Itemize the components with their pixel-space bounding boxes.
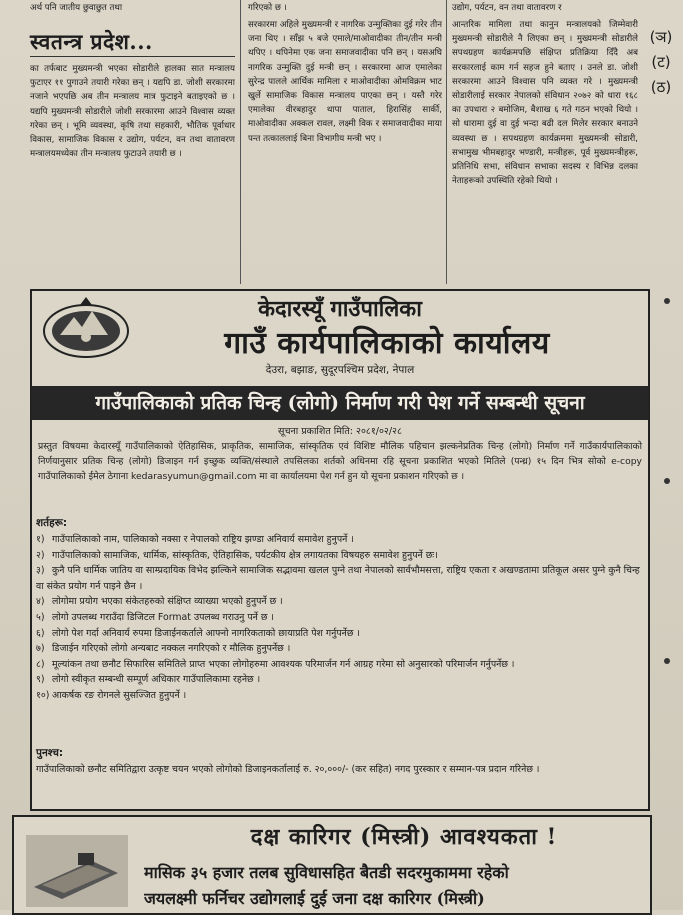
mid-column-text: सरकारमा अहिले मुख्यमन्त्री र नागरिक उन्मुक्तिका दुई गरेर तीन जना थिए । साँझ ५ बजे एमाले/माओवादीका तीन/तीन मन्त्री थपिए । थपिनेमा एक जना समाजवादीका पनि छन् । यसअघि नागरिक उन्मुक्ति दुई मन्त्री छन् । सरकारमा आज एमालेका सुरेन्द्र पालले आर्थिक मामिला र माओवादीका ओमविक्रम भाट खुर्ले सामाजिक विकास मन्त्रालय पाएका छन् । यस्तै गरेर एमालेका वीरबहादुर थापा पाताल, हिरासिंह सार्की, माओवादीका अक्कल रावल, लक्ष्मी विक र समाजवादीका माया पन्त तत्काललाई बिना विभागीय मन्त्री भए । [248,20,442,144]
term-number: ३) [36,565,45,577]
left-column-topline: अर्थ पनि जातीय छुवाछुत तथा [30,3,123,13]
list-item [36,641,642,657]
term-text: लोगो उपलब्ध गराउँदा डिजिटल Format उपलब्ध गराउनु पर्ने छ । [52,611,274,623]
right-column-topline: उद्योग, पर्यटन, वन तथा वातावरण र [452,3,562,13]
left-column-body [30,62,235,284]
terms-heading: शर्तहरू: [36,517,68,529]
list-item [36,657,642,673]
term-number: ९) [36,674,45,686]
column-divider [446,0,447,284]
term-number: ७) [36,643,45,655]
bullet-dot [664,298,670,304]
postscript-text: गाउँपालिकाको छनौट समितिद्वारा उत्कृष्ट चयन भएको लोगोको डिजाइनकर्तालाई रु. २०,०००/- (कर सहित) नगद पुरस्कार र सम्मान-पत्र प्रदान गरिनेछ । [36,764,540,775]
margin-label: (ट) [651,53,671,71]
ad-title: दक्ष कारिगर (मिस्त्री) आवश्यकता ! [250,824,558,850]
bullet-dot [664,658,670,664]
office-name: गाउँ कार्यपालिकाको कार्यालय [224,326,550,361]
list-item [36,672,642,688]
term-number: ८) [36,658,45,670]
term-number: १) [36,534,45,545]
public-notice [30,289,650,811]
list-item [36,610,642,626]
list-item [36,532,642,548]
margin-labels [646,25,676,100]
bullet-dot [664,478,670,484]
list-item [36,626,642,642]
terms-list [36,532,642,704]
publication-date: सूचना प्रकाशित मिति: २०८१/०२/२८ [278,426,402,437]
mid-column-body [248,18,442,284]
term-text: लोगो पेश गर्दा अनिवार्य रुपमा डिजाईनकर्ताले आफ्नो नागरिकताको छायाप्रति पेश गर्नुपर्नेछ । [52,627,360,639]
office-address: देउरा, बझाङ, सुदूरपश्चिम प्रदेश, नेपाल [265,364,415,376]
term-number: २) [36,549,45,561]
right-column-text: आन्तरिक मामिला तथा कानुन मन्त्रालयको जिम्मेवारी मुख्यमन्त्री सोडारीले नै लिएका छन् । मुख्यमन्त्री सोडारीले सपथग्रहण कार्यक्रमपछि संक्षिप्त प्रतिक्रिया दिँदै अब सरकारलाई काम गर्न सहज हुने बताए । उनले डा. जोशी सरकारमा आउने विश्वास पनि व्यक्त गरे । मुख्यमन्त्री सोडारीलाई सरकार नेपालको संविधान २०७२ को धारा १६८ का उपधारा २ बमोजिम, बैशाख ६ गते गठन भएको थियो । सो धारामा दुई वा दुई भन्दा बढी दल मिलेर सरकार बनाउने व्यवस्था छ । सपथग्रहण कार्यक्रममा मुख्यमन्त्री सोडारी, सभामुख भीमबहादुर भण्डारी, मन्त्रीहरू, पूर्व मुख्यमन्त्रीहरू, प्रतिनिधि सभा, संविधान सभाका सदस्य र विभिन्न दलका नेताहरूको उपस्थिति रहेको थियो । [452,20,638,187]
term-text: डिजाईन गरिएको लोगो अन्यबाट नक्कल नगरिएको र मौलिक हुनुपर्नेछ । [52,643,291,655]
notice-body: प्रस्तुत विषयमा केदारस्यूँ गाउँपालिकाको ऐतिहासिक, प्राकृतिक, सामाजिक, सांस्कृतिक एवं विशिष्ट मौलिक पहिचान झल्कनेप्रतिक चिन्ह (लोगो) निर्माण गर्ने गाउँकार्यपालिकाको निर्णयानुसार प्रतिक चिन्ह (लोगो) डिजाइन गर्न इच्छुक व्यक्ति/संस्थाले तपसिलका शर्तको अधिनमा रहि सूचना प्रकाशित भएको मितिले (पन्ध्र) १५ दिन भित्र सोको e-copy गाउँपालिकाको ईमेल ठेगाना kedarasyumun@gmail.com मा वा कार्यालयमा पेश गर्न हुन यो सूचना प्रकाशन गरिएको छ । [38,441,642,482]
column-divider [240,0,241,284]
term-number: ५) [36,611,45,623]
mid-column-topline: गरिएको छ । [248,3,287,13]
news-headline: स्वतन्त्र प्रदेश... [30,28,235,57]
ad-line-2: जयलक्ष्मी फर्निचर उद्योगलाई दुई जना दक्ष कारिगर (मिस्त्री) [144,889,485,908]
term-text: लोगोमा प्रयोग भएका संकेतहरुको संक्षिप्त व्याख्या भएको हुनुपर्ने छ । [52,596,283,608]
notice-title-banner: गाउँपालिकाको प्रतिक चिन्ह (लोगो) निर्माण गरी पेश गर्ने सम्बन्धी सूचना [32,386,648,420]
postscript-heading: पुनश्च: [36,747,64,759]
org-name: केदारस्यूँ गाउँपालिका [258,296,422,322]
left-column-text: का तर्फबाट मुख्यमन्त्री भएका सोडारीले हालका सात मन्त्रालय फुटाएर ११ पुगाउने तयारी गरेका छन् । यद्यपि डा. जोशी सरकारमा नजाने भएपछि अब तीन मन्त्रालय मात्र फुटाइने बताइएको छ । यद्यपि मुख्यमन्त्री सोडारीले जोशी सरकारमा आउने विश्वास व्यक्त गरेका छन् । भूमि व्यवस्था, कृषि तथा सहकारी, भौतिक पूर्वाधार विकास, सामाजिक विकास र उद्योग, पर्यटन, वन तथा वातावरण मन्त्रालयमध्येका तीन मन्त्रालय फुटाउने तयारी छ । [30,64,235,160]
term-number: १०) [36,689,50,701]
list-item [36,548,642,564]
list-item [36,594,642,610]
list-item [36,688,642,704]
list-item [36,563,642,594]
term-text: लोगो स्वीकृत सम्बन्धी सम्पूर्ण अधिकार गाउँपालिकामा रहनेछ । [52,674,261,686]
term-number: ४) [36,596,45,608]
term-text: गाउँपालिकाको सामाजिक, धार्मिक, सांस्कृतिक, ऐतिहासिक, पर्यटकीय क्षेत्र लगायतका विषयहरु समावेश हुनुपर्ने छः। [52,549,438,561]
term-text: गाउँपालिकाको नाम, पालिकाको नक्सा र नेपालको राष्ट्रिय झण्डा अनिवार्य समावेश हुनुपर्ने । [52,534,354,545]
term-text: आकर्षक रङ रोगनले सुसज्जित हुनुपर्ने । [52,689,187,701]
term-text: मूल्यांकन तथा छनौट सिफारिस समितिले प्राप्त भएका लोगोहरुमा आवश्यक परिमार्जन गर्न आग्रह गरेमा सो अनुसारको परिमार्जन गर्नुपर्नेछ । [52,658,515,670]
job-advertisement [12,815,652,915]
ad-line-1: मासिक ३५ हजार तलब सुविधासहित बैतडी सदरमुकाममा रहेको [144,863,509,882]
right-column-body [452,18,638,284]
term-text: कुनै पनि धार्मिक जातिय वा साम्प्रदायिक विभेद झल्किने सामाजिक सद्भावमा खलल पुग्ने तथा नेपालको सार्वभौमसत्ता, राष्ट्रिय एकता र अखण्डतामा प्रतिकूल असर पुग्ने कुनै चिन्ह वा संकेत प्रयोग गर्न पाइने छैन । [36,565,640,592]
margin-label: (ठ) [650,78,672,96]
margin-label: (ञ) [649,28,673,46]
carpentry-tool-icon [22,831,132,911]
term-number: ६) [36,627,45,639]
